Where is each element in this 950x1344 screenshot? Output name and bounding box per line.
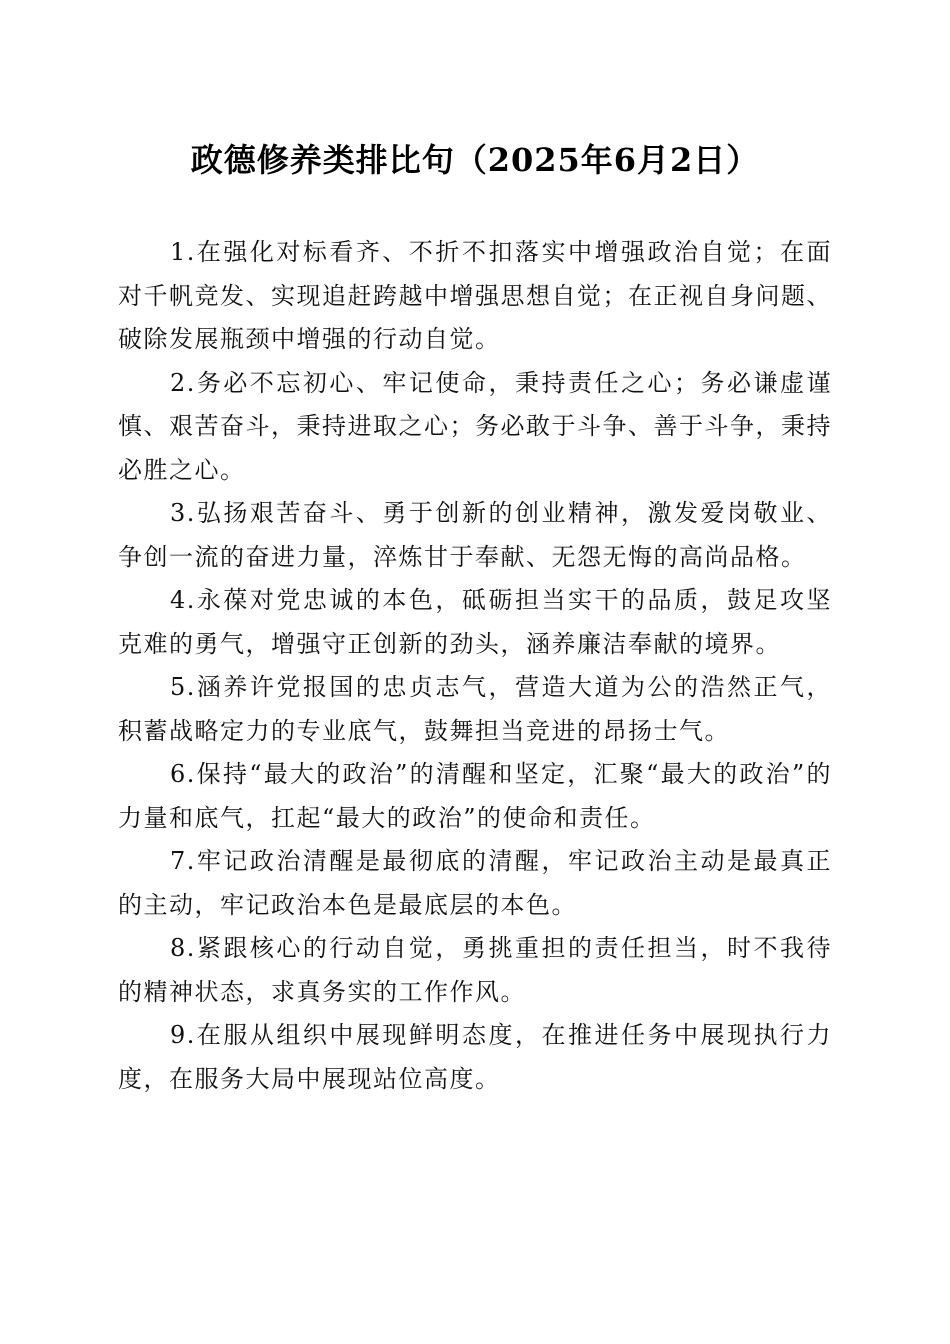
paragraph-7: 7.牢记政治清醒是最彻底的清醒，牢记政治主动是最真正的主动，牢记政治本色是最底层的本色。	[118, 847, 832, 919]
paragraph-4: 4.永葆对党忠诚的本色，砥砺担当实干的品质，鼓足攻坚克难的勇气，增强守正创新的劲头，涵养廉洁奉献的境界。	[118, 586, 832, 658]
paragraph-5: 5.涵养许党报国的忠贞志气，营造大道为公的浩然正气，积蓄战略定力的专业底气，鼓舞担当竞进的昂扬士气。	[118, 673, 832, 745]
page-title: 政德修养类排比句（2025年6月2日）	[190, 141, 760, 179]
document-body	[118, 231, 832, 1101]
paragraph-1: 1.在强化对标看齐、不折不扣落实中增强政治自觉；在面对千帆竞发、实现追赶跨越中增强思想自觉；在正视自身问题、破除发展瓶颈中增强的行动自觉。	[118, 238, 832, 353]
paragraph-9: 9.在服从组织中展现鲜明态度，在推进任务中展现执行力度，在服务大局中展现站位高度。	[118, 1021, 832, 1093]
paragraph-6: 6.保持“最大的政治”的清醒和坚定，汇聚“最大的政治”的力量和底气，扛起“最大的政治”的使命和责任。	[118, 760, 832, 832]
paragraph-8: 8.紧跟核心的行动自觉，勇挑重担的责任担当，时不我待的精神状态，求真务实的工作作风。	[118, 934, 832, 1006]
paragraph-3: 3.弘扬艰苦奋斗、勇于创新的创业精神，激发爱岗敬业、争创一流的奋进力量，淬炼甘于奉献、无怨无悔的高尚品格。	[118, 499, 832, 571]
paragraph-2: 2.务必不忘初心、牢记使命，秉持责任之心；务必谦虚谨慎、艰苦奋斗，秉持进取之心；务必敢于斗争、善于斗争，秉持必胜之心。	[118, 368, 832, 484]
